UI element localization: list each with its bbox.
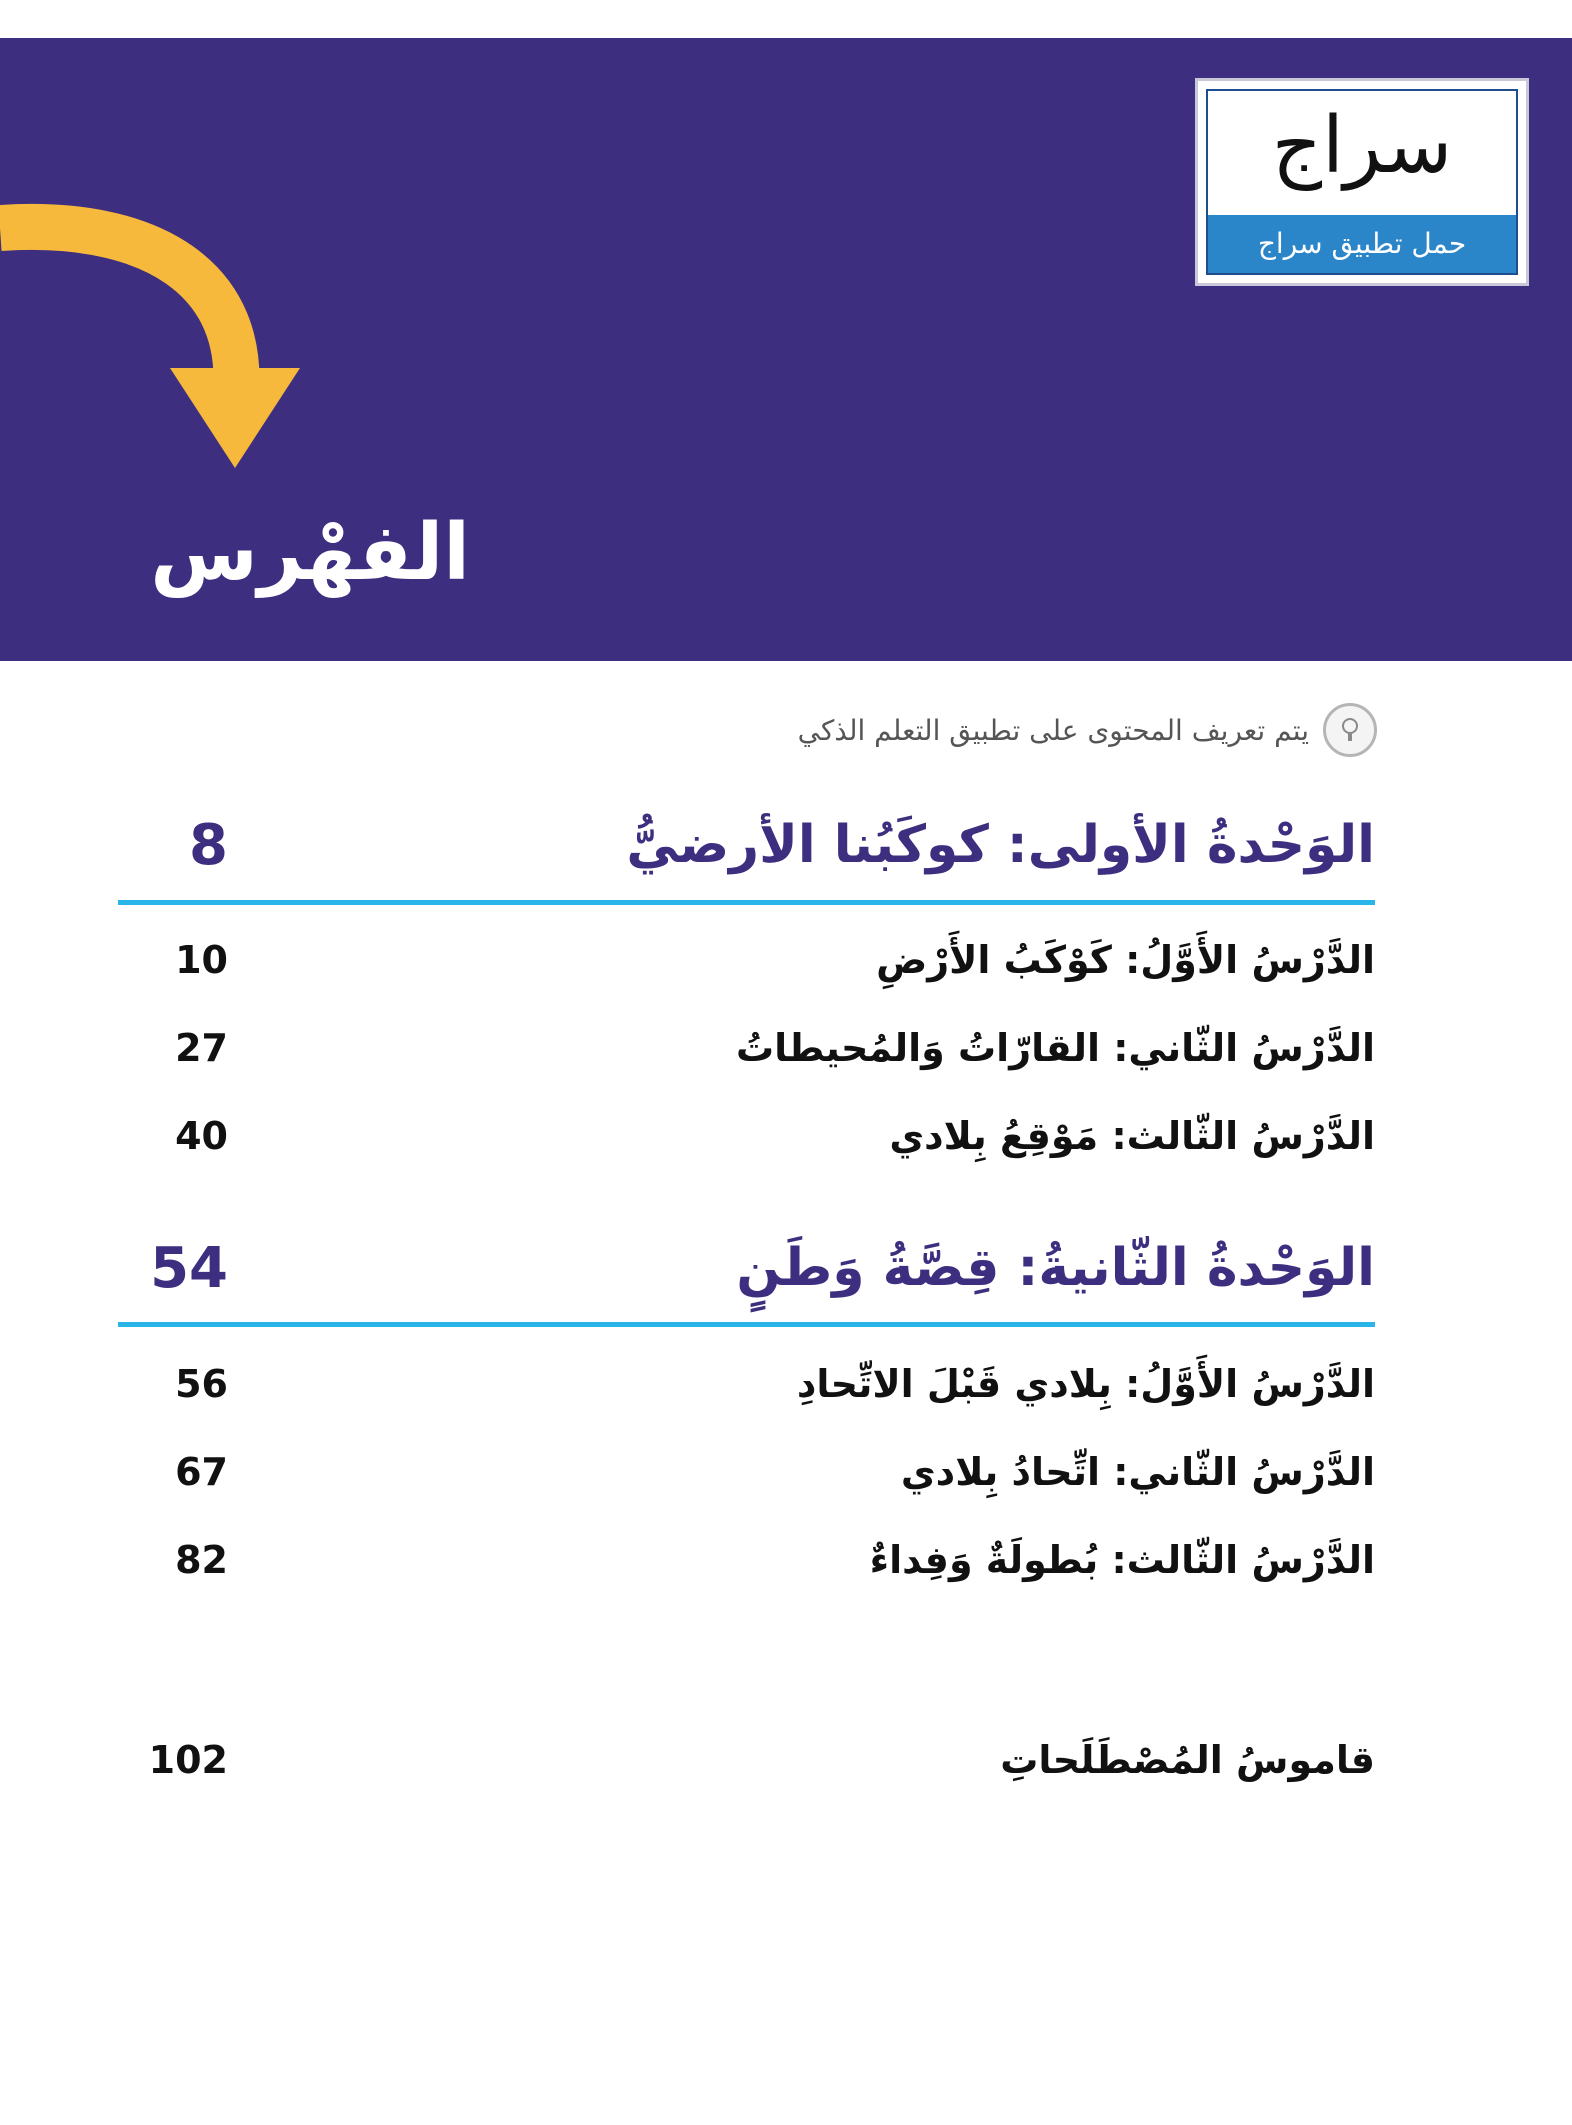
curved-arrow-icon xyxy=(0,168,320,488)
lesson-title: الدَّرْسُ الثّالث: بُطولَةٌ وَفِداءٌ xyxy=(869,1538,1375,1582)
lesson-page-number: 67 xyxy=(175,1450,228,1494)
unit-2-row[interactable] xyxy=(110,1223,1375,1313)
toc-lesson-row[interactable] xyxy=(110,1106,1375,1166)
unit-divider xyxy=(118,900,1375,905)
smart-learning-notice xyxy=(798,700,1377,760)
lesson-title: الدَّرْسُ الأَوَّلُ: كَوْكَبُ الأَرْضِ xyxy=(876,938,1375,982)
logo-tagline: حمل تطبيق سراج xyxy=(1208,215,1516,273)
lesson-page-number: 10 xyxy=(175,938,228,982)
unit-divider xyxy=(118,1322,1375,1327)
lesson-title: الدَّرْسُ الثّالث: مَوْقِعُ بِلادي xyxy=(889,1114,1375,1158)
toc-lesson-row[interactable] xyxy=(110,1354,1375,1414)
lesson-title: الدَّرْسُ الثّاني: القارّاتُ وَالمُحيطاتُ xyxy=(736,1026,1375,1070)
unit-title: الوَحْدةُ الأولى: كوكَبُنا الأرضيُّ xyxy=(626,815,1375,875)
smart-app-icon xyxy=(1323,703,1377,757)
toc-lesson-row[interactable] xyxy=(110,1530,1375,1590)
siraj-logo[interactable] xyxy=(1195,78,1529,286)
lesson-page-number: 56 xyxy=(175,1362,228,1406)
logo-brand: سراج xyxy=(1271,101,1453,191)
glossary-page-number: 102 xyxy=(148,1738,228,1782)
unit-title: الوَحْدةُ الثّانيةُ: قِصَّةُ وَطَنٍ xyxy=(736,1238,1375,1298)
lesson-page-number: 82 xyxy=(175,1538,228,1582)
toc-lesson-row[interactable] xyxy=(110,1018,1375,1078)
lesson-page-number: 27 xyxy=(175,1026,228,1070)
header-banner xyxy=(0,38,1572,661)
unit-1-row[interactable] xyxy=(110,800,1375,890)
lesson-page-number: 40 xyxy=(175,1114,228,1158)
unit-page-number: 54 xyxy=(150,1235,228,1301)
glossary-row[interactable] xyxy=(110,1730,1375,1790)
glossary-title: قاموسُ المُصْطَلَحاتِ xyxy=(1000,1738,1375,1782)
lesson-title: الدَّرْسُ الثّاني: اتِّحادُ بِلادي xyxy=(900,1450,1375,1494)
unit-page-number: 8 xyxy=(189,812,228,878)
lesson-title: الدَّرْسُ الأَوَّلُ: بِلادي قَبْلَ الاتِّحادِ xyxy=(796,1362,1375,1406)
toc-lesson-row[interactable] xyxy=(110,930,1375,990)
notice-text: يتم تعريف المحتوى على تطبيق التعلم الذكي xyxy=(797,713,1309,747)
logo-frame xyxy=(1206,89,1518,275)
page-title: الفهْرس xyxy=(150,508,470,598)
toc-lesson-row[interactable] xyxy=(110,1442,1375,1502)
